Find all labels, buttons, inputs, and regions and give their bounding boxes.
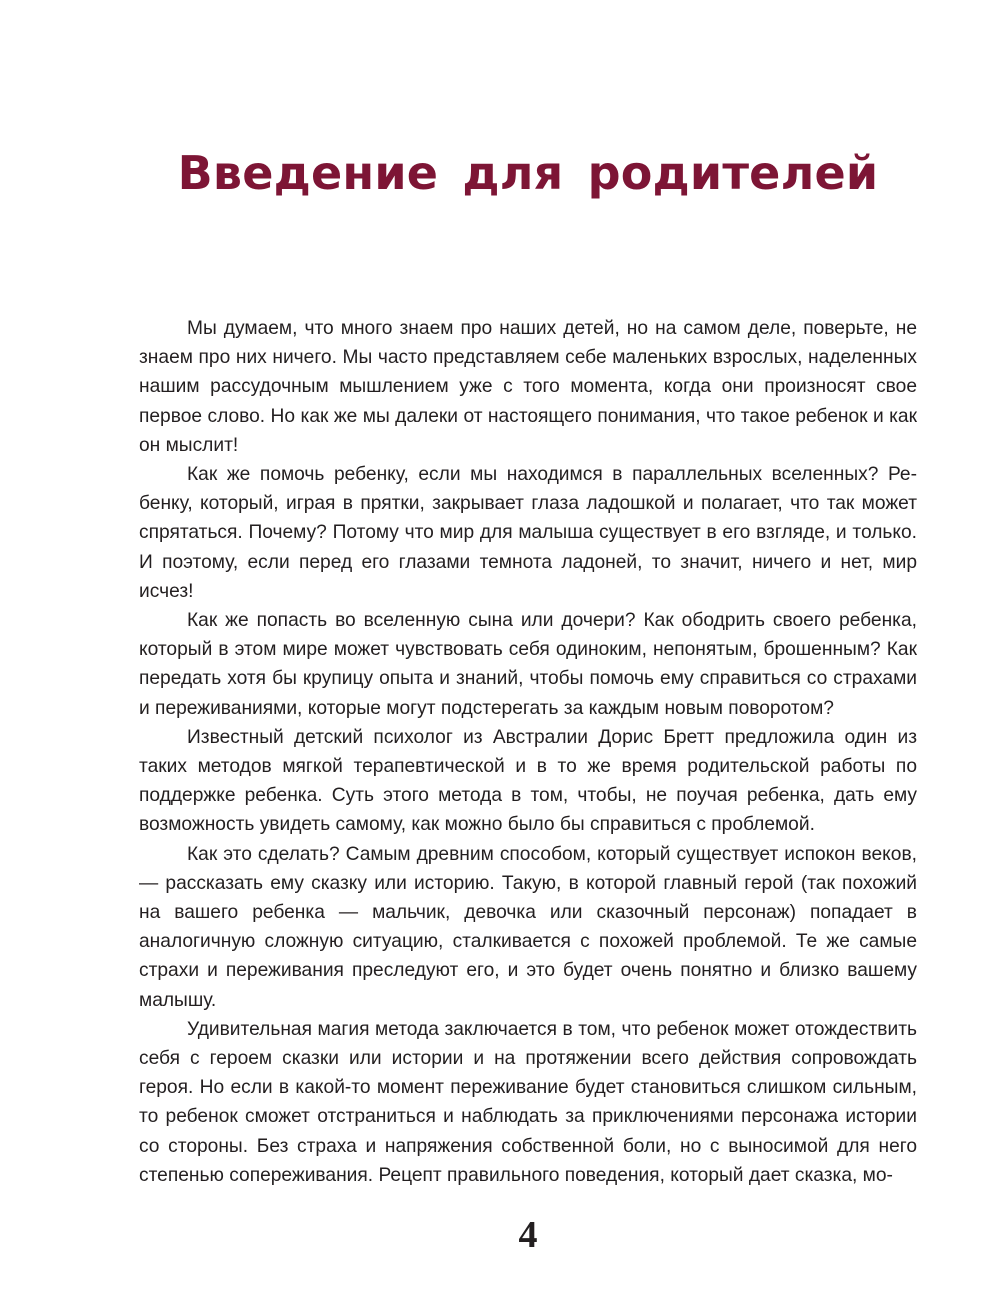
page-title: Введение для родителей xyxy=(177,146,879,200)
paragraph: Как это сделать? Самым древним способом, который существует испокон веков, — рассказать ему сказку или историю. Такую, в которой главный герой (так похожий на вашего ребенка — мальчик, девочка или сказочный персонаж) попадает в аналогичную сложную ситуацию, сталкивается с похожей проблемой. Те же самые страхи и переживания преследуют его, и это будет очень понятно и близко вашему малышу. xyxy=(139,843,917,1011)
paragraph: Мы думаем, что много знаем про наших детей, но на самом деле, поверьте, не знаем про них ничего. Мы часто представляем себе маленьких взрослых, наделенных нашим рассудочным мышлением уже с того момента, когда они произносят свое первое слово. Но как же мы далеки от настоящего понимания, что такое ребенок и как он мыслит! xyxy=(139,318,917,456)
paragraph: Как же попасть во вселенную сына или дочери? Как ободрить своего ребенка, который в этом мире может чувствовать себя одиноким, непонятым, брошенным? Как передать хотя бы крупицу опыта и знаний, чтобы помочь ему справиться со страхами и переживаниями, которые могут подстерегать за каждым новым поворотом? xyxy=(139,610,917,719)
paragraph: Известный детский психолог из Австралии Дорис Бретт предложила один из таких методов мягкой терапевтической и в то же время родительской работы по поддержке ребенка. Суть этого метода в том, чтобы, не поучая ребенка, дать ему возможность увидеть самому, как можно было бы справиться с проблемой. xyxy=(139,726,917,836)
paragraph: Как же помочь ребенку, если мы находимся в параллельных вселенных? Ребенку, который, играя в прятки, закрывает глаза ладошкой и полагает, что так может спрятаться. Почему? Потому что мир для малыша существует в его взгляде, и только. И поэтому, если перед его глазами темнота ладоней, то значит, ничего и нет, мир исчез! xyxy=(139,464,917,602)
page-number: 4 xyxy=(518,1214,538,1256)
paragraph: Удивительная магия метода заключается в том, что ребенок может отождествить себя с героем сказки или истории и на протяжении всего действия сопровождать героя. Но если в какой-то момент переживание будет становиться слишком сильным, то ребенок сможет отстраниться и наблюдать за приключениями персонажа истории со стороны. Без страха и напряжения собственной боли, но с выносимой для него степенью сопереживания. Рецепт правильного поведения, который дает сказка, мо- xyxy=(139,1018,917,1186)
body-text xyxy=(139,314,917,1190)
